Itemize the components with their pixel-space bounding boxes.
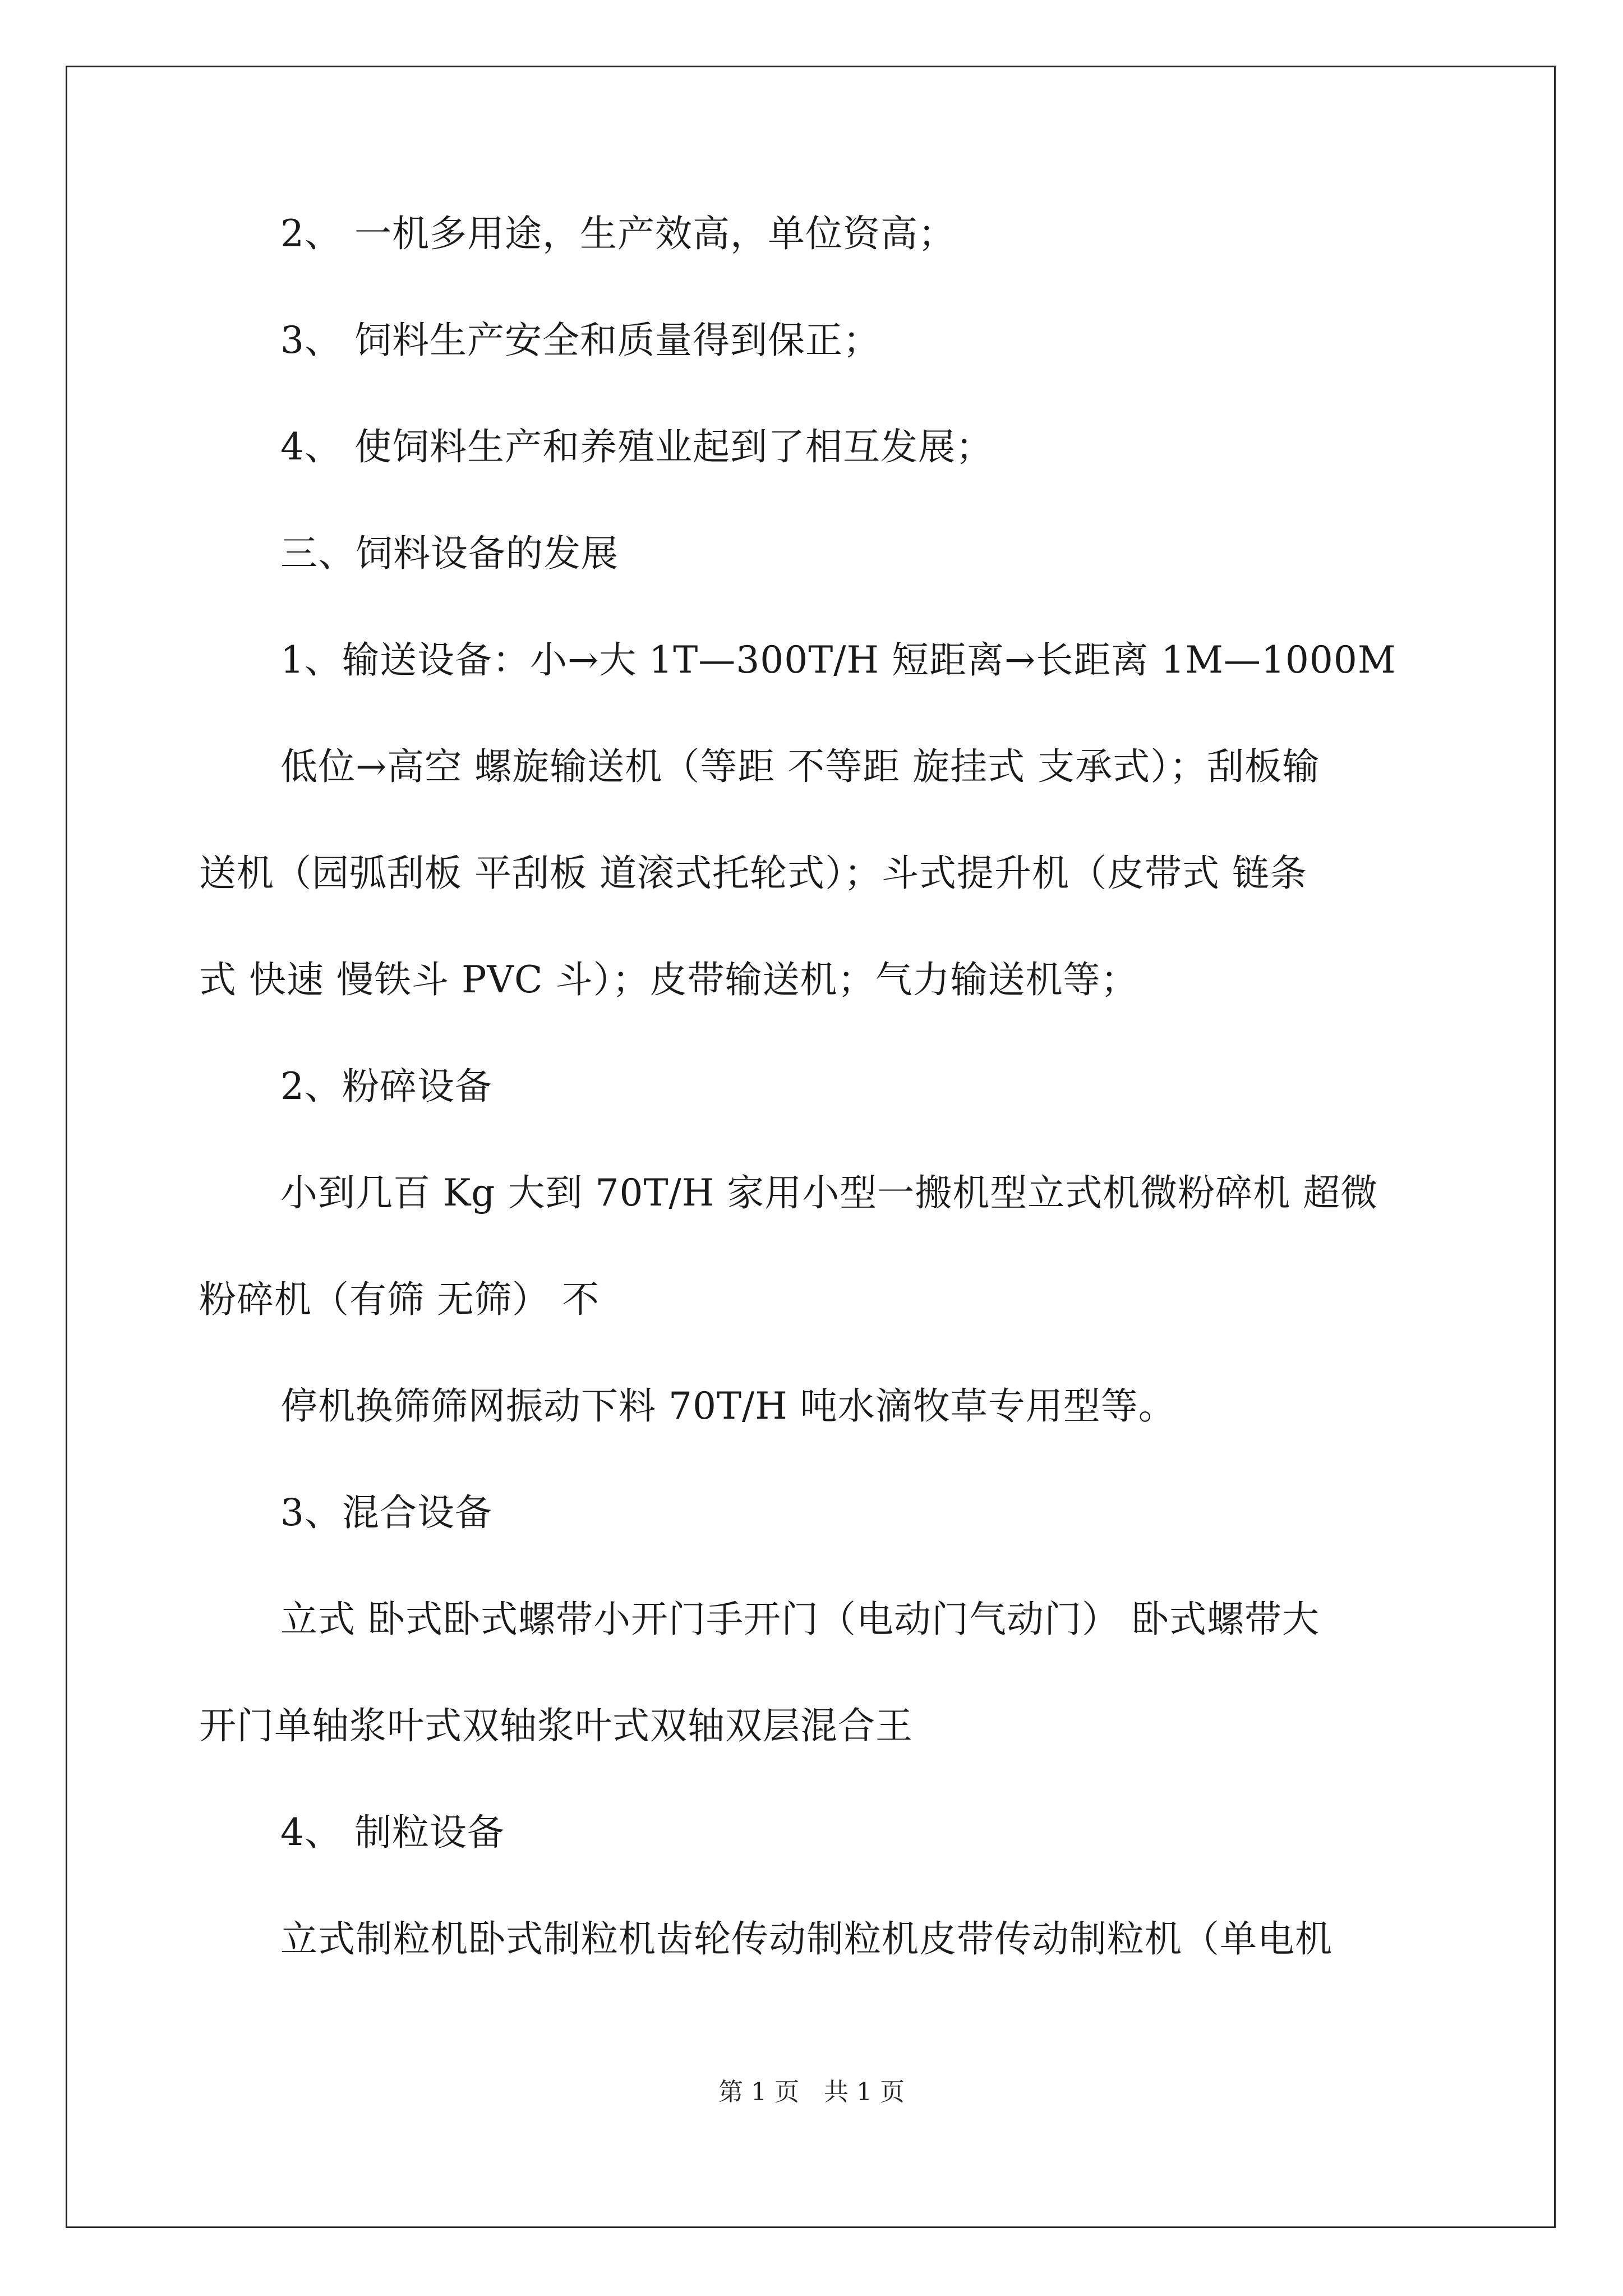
text-line-2: 3、 饲料生产安全和质量得到保正；: [280, 319, 880, 362]
subheading-mixing: 3、混合设备: [280, 1491, 492, 1534]
text-line-17: 立式制粒机卧式制粒机齿轮传动制粒机皮带传动制粒机（单电机: [280, 1917, 1332, 1961]
section-heading: 三、饲料设备的发展: [280, 532, 619, 575]
text-line-12: 停机换筛筛网振动下料 70T/H 吨水滴牧草专用型等。: [280, 1384, 1176, 1428]
text-line-5: 1、输送设备：小→大 1T—300T/H 短距离→长距离 1M—1000M: [280, 638, 1396, 682]
text-line-8: 式 快速 慢铁斗 PVC 斗）；皮带输送机；气力输送机等；: [199, 958, 1138, 1001]
subheading-crushing: 2、粉碎设备: [280, 1065, 492, 1108]
text-line-1: 2、 一机多用途，生产效高，单位资高；: [280, 212, 956, 255]
text-line-3: 4、 使饲料生产和养殖业起到了相互发展；: [280, 425, 993, 468]
text-line-6: 低位→高空 螺旋输送机（等距 不等距 旋挂式 支承式）；刮板输: [280, 745, 1320, 788]
text-line-11: 粉碎机（有筛 无筛） 不: [199, 1278, 600, 1321]
subheading-pelleting: 4、 制粒设备: [280, 1811, 505, 1854]
text-line-15: 开门单轴浆叶式双轴浆叶式双轴双层混合王: [199, 1704, 913, 1747]
text-line-7: 送机（园弧刮板 平刮板 道滚式托轮式）；斗式提升机（皮带式 链条: [199, 852, 1307, 895]
page-footer: 第 1 页 共 1 页: [718, 2078, 905, 2106]
page-border: [66, 66, 1556, 2228]
text-line-10: 小到几百 Kg 大到 70T/H 家用小型一搬机型立式机微粉碎机 超微: [280, 1171, 1378, 1214]
text-line-14: 立式 卧式卧式螺带小开门手开门（电动门气动门） 卧式螺带大: [280, 1598, 1320, 1641]
